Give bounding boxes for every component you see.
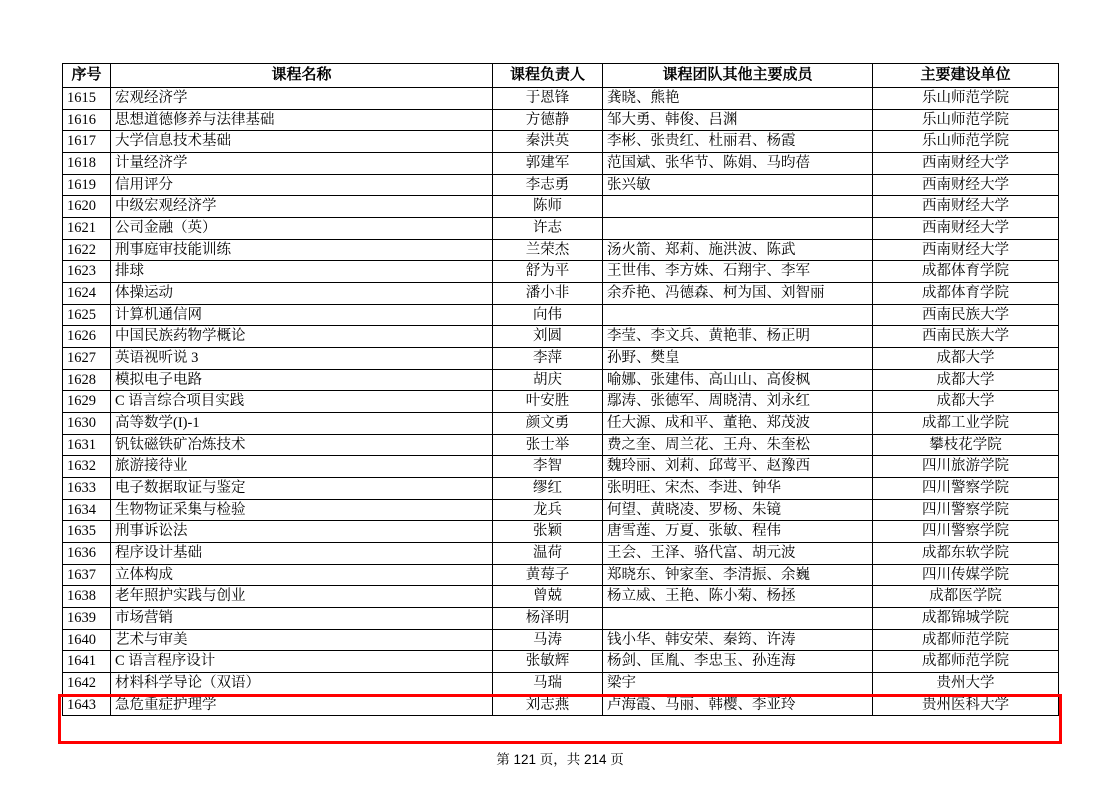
table-row [63, 326, 1059, 348]
cell-index: 1621 [63, 218, 111, 240]
page-footer: 第 121 页，共 214 页 [496, 752, 624, 767]
cell-course-leader: 温荷 [493, 543, 603, 565]
cell-index: 1632 [63, 456, 111, 478]
cell-course-leader: 缪红 [493, 478, 603, 500]
cell-course-name: 刑事诉讼法 [111, 521, 493, 543]
column-header-course-leader: 课程负责人 [493, 64, 603, 88]
cell-team-members: 邹大勇、韩俊、吕渊 [603, 109, 873, 131]
cell-course-name: 钒钛磁铁矿冶炼技术 [111, 434, 493, 456]
cell-team-members: 李彬、张贵红、杜丽君、杨霞 [603, 131, 873, 153]
cell-team-members: 李莹、李文兵、黄艳菲、杨正明 [603, 326, 873, 348]
cell-institution: 四川警察学院 [873, 521, 1059, 543]
cell-institution: 西南财经大学 [873, 218, 1059, 240]
cell-course-name: 中级宏观经济学 [111, 196, 493, 218]
column-header-team-members: 课程团队其他主要成员 [603, 64, 873, 88]
cell-institution: 四川警察学院 [873, 478, 1059, 500]
cell-course-leader: 李志勇 [493, 174, 603, 196]
table-header-row [63, 64, 1059, 88]
cell-course-name: 大学信息技术基础 [111, 131, 493, 153]
cell-index: 1615 [63, 88, 111, 110]
cell-course-leader: 郭建军 [493, 153, 603, 175]
cell-team-members: 范国斌、张华节、陈娟、马昀蓓 [603, 153, 873, 175]
cell-course-leader: 方德静 [493, 109, 603, 131]
cell-course-leader: 曾兢 [493, 586, 603, 608]
cell-course-name: 体操运动 [111, 283, 493, 305]
cell-course-name: 计算机通信网 [111, 304, 493, 326]
cell-course-leader: 陈师 [493, 196, 603, 218]
cell-institution: 成都工业学院 [873, 413, 1059, 435]
cell-course-name: 急危重症护理学 [111, 694, 493, 716]
cell-team-members: 王世伟、李方姝、石翔宇、李军 [603, 261, 873, 283]
cell-course-name: 生物物证采集与检验 [111, 499, 493, 521]
cell-institution: 攀枝花学院 [873, 434, 1059, 456]
cell-course-name: 旅游接待业 [111, 456, 493, 478]
cell-index: 1629 [63, 391, 111, 413]
cell-course-name: 艺术与审美 [111, 629, 493, 651]
cell-institution: 西南财经大学 [873, 174, 1059, 196]
cell-index: 1617 [63, 131, 111, 153]
cell-institution: 四川警察学院 [873, 499, 1059, 521]
table-row [63, 196, 1059, 218]
cell-course-leader: 马涛 [493, 629, 603, 651]
column-header-institution: 主要建设单位 [873, 64, 1059, 88]
cell-institution: 贵州医科大学 [873, 694, 1059, 716]
cell-course-leader: 杨泽明 [493, 608, 603, 630]
cell-institution: 四川传媒学院 [873, 564, 1059, 586]
cell-course-leader: 龙兵 [493, 499, 603, 521]
cell-index: 1635 [63, 521, 111, 543]
cell-course-name: 模拟电子电路 [111, 369, 493, 391]
cell-course-leader: 颜文勇 [493, 413, 603, 435]
table-row [63, 109, 1059, 131]
cell-team-members: 张兴敏 [603, 174, 873, 196]
cell-course-name: 计量经济学 [111, 153, 493, 175]
cell-team-members [603, 218, 873, 240]
cell-team-members: 杨剑、匡胤、李忠玉、孙连海 [603, 651, 873, 673]
table-row [63, 218, 1059, 240]
cell-course-leader: 叶安胜 [493, 391, 603, 413]
cell-team-members: 郑晓东、钟家奎、李清振、余巍 [603, 564, 873, 586]
cell-institution: 成都体育学院 [873, 283, 1059, 305]
cell-course-name: 立体构成 [111, 564, 493, 586]
cell-team-members: 张明旺、宋杰、李进、钟华 [603, 478, 873, 500]
cell-team-members: 魏玲丽、刘莉、邱莺平、赵豫西 [603, 456, 873, 478]
table-body [63, 88, 1059, 716]
table-row [63, 543, 1059, 565]
cell-index: 1639 [63, 608, 111, 630]
cell-team-members: 鄢涛、张德军、周晓清、刘永红 [603, 391, 873, 413]
cell-index: 1616 [63, 109, 111, 131]
table-row [63, 413, 1059, 435]
cell-index: 1634 [63, 499, 111, 521]
table-row [63, 261, 1059, 283]
cell-index: 1641 [63, 651, 111, 673]
cell-institution: 西南财经大学 [873, 153, 1059, 175]
cell-course-name: 英语视听说 3 [111, 348, 493, 370]
cell-course-name: 排球 [111, 261, 493, 283]
cell-course-name: 市场营销 [111, 608, 493, 630]
cell-institution: 西南民族大学 [873, 304, 1059, 326]
table-row [63, 629, 1059, 651]
cell-index: 1624 [63, 283, 111, 305]
table-row [63, 521, 1059, 543]
cell-team-members: 何望、黄晓凌、罗杨、朱镜 [603, 499, 873, 521]
cell-index: 1633 [63, 478, 111, 500]
cell-team-members: 余乔艳、冯德森、柯为国、刘智丽 [603, 283, 873, 305]
table-row [63, 478, 1059, 500]
cell-index: 1625 [63, 304, 111, 326]
cell-institution: 成都东软学院 [873, 543, 1059, 565]
table-row [63, 499, 1059, 521]
cell-team-members: 孙野、樊皇 [603, 348, 873, 370]
cell-course-name: 中国民族药物学概论 [111, 326, 493, 348]
cell-course-name: C 语言综合项目实践 [111, 391, 493, 413]
cell-index: 1637 [63, 564, 111, 586]
column-header-index: 序号 [63, 64, 111, 88]
cell-index: 1643 [63, 694, 111, 716]
table-row [63, 131, 1059, 153]
cell-team-members: 梁宇 [603, 673, 873, 695]
cell-course-name: 公司金融（英） [111, 218, 493, 240]
cell-course-name: 刑事庭审技能训练 [111, 239, 493, 261]
table-row [63, 88, 1059, 110]
cell-course-leader: 刘志燕 [493, 694, 603, 716]
cell-team-members: 卢海霞、马丽、韩樱、李亚玲 [603, 694, 873, 716]
cell-course-leader: 许志 [493, 218, 603, 240]
cell-team-members: 任大源、成和平、董艳、郑茂波 [603, 413, 873, 435]
cell-course-name: 高等数学(I)-1 [111, 413, 493, 435]
cell-institution: 成都师范学院 [873, 629, 1059, 651]
cell-team-members [603, 608, 873, 630]
cell-index: 1642 [63, 673, 111, 695]
cell-course-leader: 刘圆 [493, 326, 603, 348]
cell-institution: 西南财经大学 [873, 196, 1059, 218]
cell-course-name: 思想道德修养与法律基础 [111, 109, 493, 131]
table-header [63, 64, 1059, 88]
cell-index: 1620 [63, 196, 111, 218]
cell-course-leader: 张士举 [493, 434, 603, 456]
cell-institution: 西南民族大学 [873, 326, 1059, 348]
table-row [63, 283, 1059, 305]
table-row [63, 434, 1059, 456]
cell-index: 1636 [63, 543, 111, 565]
cell-team-members: 唐雪莲、万夏、张敏、程伟 [603, 521, 873, 543]
cell-team-members: 钱小华、韩安荣、秦筠、许涛 [603, 629, 873, 651]
cell-course-leader: 张颖 [493, 521, 603, 543]
table-row [63, 369, 1059, 391]
cell-institution: 乐山师范学院 [873, 88, 1059, 110]
cell-course-leader: 向伟 [493, 304, 603, 326]
cell-course-name: 程序设计基础 [111, 543, 493, 565]
table-row [63, 348, 1059, 370]
table-row [63, 586, 1059, 608]
cell-course-name: C 语言程序设计 [111, 651, 493, 673]
cell-institution: 成都师范学院 [873, 651, 1059, 673]
cell-course-name: 电子数据取证与鉴定 [111, 478, 493, 500]
cell-institution: 成都大学 [873, 391, 1059, 413]
cell-institution: 西南财经大学 [873, 239, 1059, 261]
cell-index: 1631 [63, 434, 111, 456]
cell-team-members: 费之奎、周兰花、王舟、朱奎松 [603, 434, 873, 456]
table-row [63, 694, 1059, 716]
cell-index: 1628 [63, 369, 111, 391]
table-row [63, 456, 1059, 478]
table-row [63, 304, 1059, 326]
cell-index: 1622 [63, 239, 111, 261]
cell-index: 1623 [63, 261, 111, 283]
table-row [63, 608, 1059, 630]
cell-institution: 成都大学 [873, 369, 1059, 391]
cell-index: 1626 [63, 326, 111, 348]
cell-course-leader: 秦洪英 [493, 131, 603, 153]
table-row [63, 153, 1059, 175]
table-row [63, 673, 1059, 695]
cell-institution: 成都医学院 [873, 586, 1059, 608]
table-row [63, 239, 1059, 261]
course-table [62, 63, 1059, 716]
cell-course-leader: 于恩锋 [493, 88, 603, 110]
cell-course-leader: 李智 [493, 456, 603, 478]
cell-course-leader: 潘小非 [493, 283, 603, 305]
cell-institution: 四川旅游学院 [873, 456, 1059, 478]
table-row [63, 651, 1059, 673]
cell-index: 1630 [63, 413, 111, 435]
cell-team-members [603, 196, 873, 218]
cell-course-name: 材料科学导论（双语） [111, 673, 493, 695]
cell-index: 1640 [63, 629, 111, 651]
cell-course-name: 信用评分 [111, 174, 493, 196]
cell-course-leader: 兰荣杰 [493, 239, 603, 261]
cell-institution: 成都大学 [873, 348, 1059, 370]
cell-team-members: 喻娜、张建伟、高山山、高俊枫 [603, 369, 873, 391]
cell-institution: 乐山师范学院 [873, 109, 1059, 131]
column-header-course-name: 课程名称 [111, 64, 493, 88]
cell-team-members: 杨立威、王艳、陈小菊、杨拯 [603, 586, 873, 608]
cell-index: 1638 [63, 586, 111, 608]
cell-institution: 乐山师范学院 [873, 131, 1059, 153]
cell-institution: 成都锦城学院 [873, 608, 1059, 630]
cell-course-name: 宏观经济学 [111, 88, 493, 110]
cell-course-leader: 马瑞 [493, 673, 603, 695]
cell-institution: 贵州大学 [873, 673, 1059, 695]
cell-team-members [603, 304, 873, 326]
table-row [63, 174, 1059, 196]
table-row [63, 564, 1059, 586]
cell-team-members: 龚晓、熊艳 [603, 88, 873, 110]
cell-course-leader: 黄莓子 [493, 564, 603, 586]
cell-course-leader: 李萍 [493, 348, 603, 370]
course-table-container [62, 63, 1058, 716]
cell-course-name: 老年照护实践与创业 [111, 586, 493, 608]
cell-index: 1619 [63, 174, 111, 196]
cell-team-members: 王会、王泽、骆代富、胡元波 [603, 543, 873, 565]
table-row [63, 391, 1059, 413]
cell-course-leader: 张敏辉 [493, 651, 603, 673]
cell-index: 1627 [63, 348, 111, 370]
cell-index: 1618 [63, 153, 111, 175]
cell-team-members: 汤火箭、郑莉、施洪波、陈武 [603, 239, 873, 261]
cell-course-leader: 胡庆 [493, 369, 603, 391]
cell-institution: 成都体育学院 [873, 261, 1059, 283]
cell-course-leader: 舒为平 [493, 261, 603, 283]
